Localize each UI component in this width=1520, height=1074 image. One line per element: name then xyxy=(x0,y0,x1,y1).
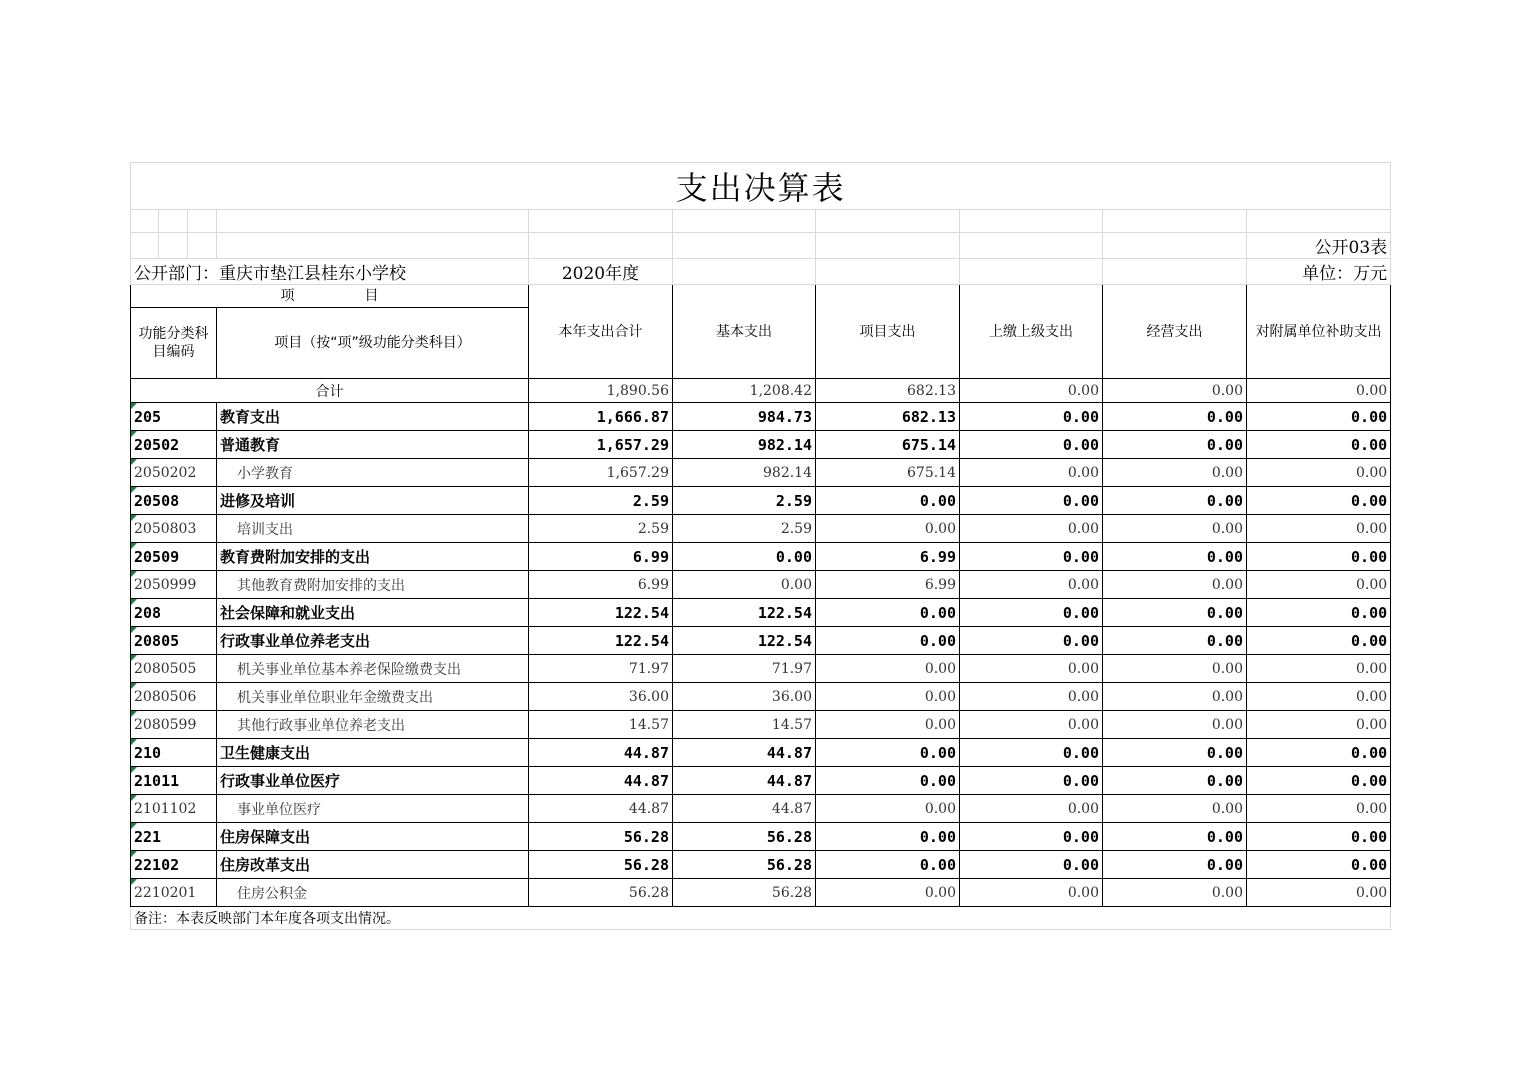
row-project: 0.00 xyxy=(816,487,960,515)
department-label: 公开部门：重庆市垫江县桂东小学校 xyxy=(131,259,529,285)
header-name: 项目（按“项”级功能分类科目） xyxy=(217,308,529,379)
row-project: 6.99 xyxy=(816,543,960,571)
row-name: 卫生健康支出 xyxy=(217,739,529,767)
row-code: 2050803 xyxy=(131,515,217,543)
row-superior: 0.00 xyxy=(960,543,1103,571)
table-row xyxy=(131,795,1391,823)
row-basic: 56.28 xyxy=(673,851,816,879)
header-business: 经营支出 xyxy=(1103,285,1247,379)
row-business: 0.00 xyxy=(1103,655,1247,683)
row-business: 0.00 xyxy=(1103,711,1247,739)
row-project: 0.00 xyxy=(816,767,960,795)
row-business: 0.00 xyxy=(1103,459,1247,487)
row-code: 210 xyxy=(131,739,217,767)
blank-row xyxy=(131,210,1391,233)
row-total: 56.28 xyxy=(529,851,673,879)
table-row xyxy=(131,515,1391,543)
spreadsheet-page xyxy=(130,162,1390,930)
row-basic: 122.54 xyxy=(673,599,816,627)
row-name: 普通教育 xyxy=(217,431,529,459)
row-subsidiary: 0.00 xyxy=(1247,683,1391,711)
row-subsidiary: 0.00 xyxy=(1247,487,1391,515)
row-superior: 0.00 xyxy=(960,851,1103,879)
row-subsidiary: 0.00 xyxy=(1247,599,1391,627)
row-project: 0.00 xyxy=(816,599,960,627)
row-business: 0.00 xyxy=(1103,823,1247,851)
page-title: 支出决算表 xyxy=(131,163,1391,210)
row-business: 0.00 xyxy=(1103,431,1247,459)
row-total: 36.00 xyxy=(529,683,673,711)
row-superior: 0.00 xyxy=(960,627,1103,655)
row-project: 0.00 xyxy=(816,683,960,711)
row-basic: 56.28 xyxy=(673,823,816,851)
row-total: 44.87 xyxy=(529,767,673,795)
table-row xyxy=(131,403,1391,431)
table-row xyxy=(131,739,1391,767)
row-project: 682.13 xyxy=(816,403,960,431)
row-total: 56.28 xyxy=(529,879,673,907)
row-basic: 982.14 xyxy=(673,431,816,459)
row-total: 122.54 xyxy=(529,627,673,655)
row-business: 0.00 xyxy=(1103,543,1247,571)
summary-basic: 1,208.42 xyxy=(673,379,816,403)
unit-label: 单位：万元 xyxy=(1247,259,1391,285)
row-total: 56.28 xyxy=(529,823,673,851)
form-number: 公开03表 xyxy=(1247,233,1391,259)
row-subsidiary: 0.00 xyxy=(1247,795,1391,823)
table-row xyxy=(131,879,1391,907)
row-superior: 0.00 xyxy=(960,795,1103,823)
row-business: 0.00 xyxy=(1103,739,1247,767)
row-project: 0.00 xyxy=(816,879,960,907)
row-name: 培训支出 xyxy=(217,515,529,543)
row-subsidiary: 0.00 xyxy=(1247,851,1391,879)
row-business: 0.00 xyxy=(1103,879,1247,907)
row-code: 2050202 xyxy=(131,459,217,487)
table-row xyxy=(131,711,1391,739)
header-superior: 上缴上级支出 xyxy=(960,285,1103,379)
row-basic: 0.00 xyxy=(673,571,816,599)
table-row xyxy=(131,431,1391,459)
row-subsidiary: 0.00 xyxy=(1247,627,1391,655)
row-basic: 0.00 xyxy=(673,543,816,571)
row-subsidiary: 0.00 xyxy=(1247,739,1391,767)
row-code: 208 xyxy=(131,599,217,627)
row-code: 21011 xyxy=(131,767,217,795)
row-superior: 0.00 xyxy=(960,823,1103,851)
row-basic: 71.97 xyxy=(673,655,816,683)
row-superior: 0.00 xyxy=(960,599,1103,627)
row-basic: 14.57 xyxy=(673,711,816,739)
row-business: 0.00 xyxy=(1103,795,1247,823)
row-code: 20502 xyxy=(131,431,217,459)
row-project: 0.00 xyxy=(816,739,960,767)
table-row xyxy=(131,683,1391,711)
table-row xyxy=(131,571,1391,599)
row-subsidiary: 0.00 xyxy=(1247,403,1391,431)
row-superior: 0.00 xyxy=(960,515,1103,543)
table-row xyxy=(131,851,1391,879)
row-subsidiary: 0.00 xyxy=(1247,655,1391,683)
row-name: 住房公积金 xyxy=(217,879,529,907)
row-project: 0.00 xyxy=(816,627,960,655)
row-business: 0.00 xyxy=(1103,851,1247,879)
row-project: 675.14 xyxy=(816,431,960,459)
note: 备注：本表反映部门本年度各项支出情况。 xyxy=(131,907,1391,930)
row-name: 其他教育费附加安排的支出 xyxy=(217,571,529,599)
row-basic: 984.73 xyxy=(673,403,816,431)
row-name: 住房改革支出 xyxy=(217,851,529,879)
row-business: 0.00 xyxy=(1103,767,1247,795)
row-total: 122.54 xyxy=(529,599,673,627)
row-code: 2101102 xyxy=(131,795,217,823)
row-name: 教育费附加安排的支出 xyxy=(217,543,529,571)
row-superior: 0.00 xyxy=(960,683,1103,711)
header-project: 项目支出 xyxy=(816,285,960,379)
form-number-row xyxy=(131,233,1391,259)
header-row-1 xyxy=(131,285,1391,308)
table-row xyxy=(131,655,1391,683)
row-superior: 0.00 xyxy=(960,739,1103,767)
row-basic: 36.00 xyxy=(673,683,816,711)
row-project: 0.00 xyxy=(816,515,960,543)
table-row xyxy=(131,459,1391,487)
summary-project: 682.13 xyxy=(816,379,960,403)
row-code: 2080599 xyxy=(131,711,217,739)
row-business: 0.00 xyxy=(1103,487,1247,515)
row-total: 14.57 xyxy=(529,711,673,739)
row-subsidiary: 0.00 xyxy=(1247,767,1391,795)
row-code: 2050999 xyxy=(131,571,217,599)
table-row xyxy=(131,487,1391,515)
row-total: 44.87 xyxy=(529,739,673,767)
row-code: 20805 xyxy=(131,627,217,655)
row-code: 221 xyxy=(131,823,217,851)
row-name: 社会保障和就业支出 xyxy=(217,599,529,627)
summary-label: 合计 xyxy=(131,379,529,403)
row-name: 事业单位医疗 xyxy=(217,795,529,823)
row-subsidiary: 0.00 xyxy=(1247,879,1391,907)
row-project: 0.00 xyxy=(816,655,960,683)
row-total: 2.59 xyxy=(529,515,673,543)
summary-total: 1,890.56 xyxy=(529,379,673,403)
row-name: 机关事业单位职业年金缴费支出 xyxy=(217,683,529,711)
row-name: 小学教育 xyxy=(217,459,529,487)
row-total: 1,657.29 xyxy=(529,459,673,487)
expenditure-table xyxy=(130,162,1391,930)
row-business: 0.00 xyxy=(1103,403,1247,431)
row-total: 6.99 xyxy=(529,543,673,571)
row-basic: 982.14 xyxy=(673,459,816,487)
row-superior: 0.00 xyxy=(960,655,1103,683)
summary-business: 0.00 xyxy=(1103,379,1247,403)
fiscal-year: 2020年度 xyxy=(529,259,673,285)
row-business: 0.00 xyxy=(1103,683,1247,711)
row-subsidiary: 0.00 xyxy=(1247,711,1391,739)
row-subsidiary: 0.00 xyxy=(1247,459,1391,487)
row-business: 0.00 xyxy=(1103,571,1247,599)
row-total: 1,666.87 xyxy=(529,403,673,431)
row-total: 2.59 xyxy=(529,487,673,515)
row-superior: 0.00 xyxy=(960,403,1103,431)
header-total: 本年支出合计 xyxy=(529,285,673,379)
header-basic: 基本支出 xyxy=(673,285,816,379)
row-business: 0.00 xyxy=(1103,599,1247,627)
summary-superior: 0.00 xyxy=(960,379,1103,403)
row-subsidiary: 0.00 xyxy=(1247,823,1391,851)
row-superior: 0.00 xyxy=(960,487,1103,515)
row-basic: 56.28 xyxy=(673,879,816,907)
row-business: 0.00 xyxy=(1103,515,1247,543)
header-code: 功能分类科目编码 xyxy=(131,308,217,379)
row-project: 0.00 xyxy=(816,851,960,879)
row-name: 行政事业单位养老支出 xyxy=(217,627,529,655)
row-project: 675.14 xyxy=(816,459,960,487)
row-basic: 44.87 xyxy=(673,739,816,767)
row-name: 行政事业单位医疗 xyxy=(217,767,529,795)
row-basic: 2.59 xyxy=(673,515,816,543)
note-row xyxy=(131,907,1391,930)
row-superior: 0.00 xyxy=(960,879,1103,907)
table-row xyxy=(131,543,1391,571)
row-code: 20509 xyxy=(131,543,217,571)
row-subsidiary: 0.00 xyxy=(1247,543,1391,571)
header-item-group: 项 目 xyxy=(131,285,529,308)
row-code: 205 xyxy=(131,403,217,431)
data-rows xyxy=(131,403,1391,907)
row-code: 2210201 xyxy=(131,879,217,907)
row-name: 住房保障支出 xyxy=(217,823,529,851)
row-basic: 44.87 xyxy=(673,767,816,795)
row-project: 0.00 xyxy=(816,711,960,739)
summary-subsidiary: 0.00 xyxy=(1247,379,1391,403)
row-subsidiary: 0.00 xyxy=(1247,431,1391,459)
row-name: 进修及培训 xyxy=(217,487,529,515)
row-name: 机关事业单位基本养老保险缴费支出 xyxy=(217,655,529,683)
row-superior: 0.00 xyxy=(960,431,1103,459)
row-code: 22102 xyxy=(131,851,217,879)
row-subsidiary: 0.00 xyxy=(1247,515,1391,543)
table-row xyxy=(131,599,1391,627)
row-superior: 0.00 xyxy=(960,571,1103,599)
table-row xyxy=(131,627,1391,655)
row-total: 71.97 xyxy=(529,655,673,683)
row-project: 0.00 xyxy=(816,795,960,823)
row-total: 6.99 xyxy=(529,571,673,599)
row-business: 0.00 xyxy=(1103,627,1247,655)
row-basic: 44.87 xyxy=(673,795,816,823)
table-row xyxy=(131,767,1391,795)
row-code: 2080506 xyxy=(131,683,217,711)
row-project: 6.99 xyxy=(816,571,960,599)
row-project: 0.00 xyxy=(816,823,960,851)
row-total: 44.87 xyxy=(529,795,673,823)
row-code: 20508 xyxy=(131,487,217,515)
row-superior: 0.00 xyxy=(960,459,1103,487)
row-code: 2080505 xyxy=(131,655,217,683)
row-basic: 2.59 xyxy=(673,487,816,515)
summary-row xyxy=(131,379,1391,403)
header-subsidiary: 对附属单位补助支出 xyxy=(1247,285,1391,379)
row-superior: 0.00 xyxy=(960,711,1103,739)
row-superior: 0.00 xyxy=(960,767,1103,795)
meta-row xyxy=(131,259,1391,285)
row-basic: 122.54 xyxy=(673,627,816,655)
row-name: 其他行政事业单位养老支出 xyxy=(217,711,529,739)
row-name: 教育支出 xyxy=(217,403,529,431)
row-subsidiary: 0.00 xyxy=(1247,571,1391,599)
table-row xyxy=(131,823,1391,851)
row-total: 1,657.29 xyxy=(529,431,673,459)
